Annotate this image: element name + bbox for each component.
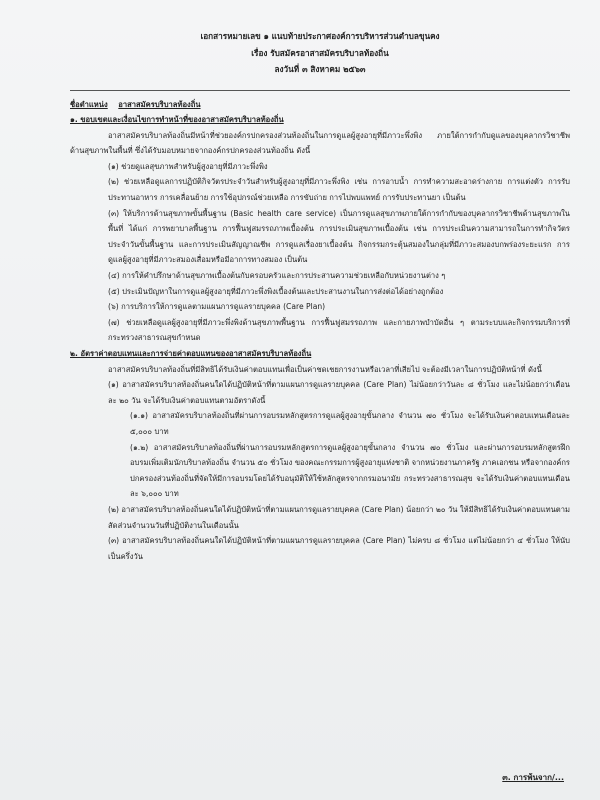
section-1-item: (๖) การบริการให้การดูแลตามแผนการดูแลรายบุคคล (Care Plan) <box>108 302 326 312</box>
continued-footer: ๓. การพ้นจาก/... <box>502 773 564 783</box>
section-2-heading: ๒. อัตราค่าตอบแทนและการจ่ายค่าตอบแทนของอาสาสมัครบริบาลท้องถิ่น <box>70 349 312 358</box>
position-title <box>70 97 570 113</box>
header-line-2: เรื่อง รับสมัครอาสาสมัครบริบาลท้องถิ่น <box>251 47 389 58</box>
header-line-3: ลงวันที่ ๓ สิงหาคม ๒๕๖๓ <box>274 64 366 74</box>
section-1-item: (๗) ช่วยเหลือดูแลผู้สูงอายุที่มีภาวะพึ่งพิงด้านสุขภาพพื้นฐาน การฟื้นฟูสมรรถภาพ และกายภาพบำบัดอื่น ๆ ตามระบบและกิจกรรมบริการที่กระทรวงสาธารณสุขกำหนด <box>108 317 570 343</box>
section-1-heading: ๑. ขอบเขตและเงื่อนไขการทำหน้าที่ของอาสาสมัครบริบาลท้องถิ่น <box>70 115 284 125</box>
section-1-item: (๑) ช่วยดูแลสุขภาพสำหรับผู้สูงอายุที่มีภาวะพึ่งพิง <box>108 161 268 171</box>
position-label: ชื่อตำแหน่ง <box>70 99 108 109</box>
position-value: อาสาสมัครบริบาลท้องถิ่น <box>118 99 201 109</box>
section-1-item: (๔) การให้คำปรึกษาด้านสุขภาพเบื้องต้นกับครอบครัวและการประสานความช่วยเหลือกับหน่วยงานต่าง ๆ <box>108 271 446 281</box>
section-2-para-1: (๑) อาสาสมัครบริบาลท้องถิ่นคนใดได้ปฏิบัติหน้าที่ตามแผนการดูแลรายบุคคล (Care Plan) ไม่น้อยกว่าวันละ ๘ ชั่วโมง และไม่น้อยกว่าเดือนละ ๒๐ วัน จะได้รับเงินค่าตอบแทนตามอัตราดังนี้ <box>108 380 570 405</box>
section-1-intro: อาสาสมัครบริบาลท้องถิ่นมีหน้าที่ช่วยองค์กรปกครองส่วนท้องถิ่นในการดูแลผู้สูงอายุที่มีภาวะพึ่งพิง ภายใต้การกำกับดูแลของบุคลากรวิชาชีพด้านสุขภาพในพื้นที่ ซึ่งได้รับมอบหมายจากองค์กรปกครองส่วนท้องถิ่น ดังนี้ <box>70 130 570 156</box>
document-header <box>70 28 570 78</box>
header-line-1: เอกสารหมายเลข ๑ แนบท้ายประกาศองค์การบริหารส่วนตำบลขุนคง <box>200 31 440 41</box>
section-2-para-2: (๒) อาสาสมัครบริบาลท้องถิ่นคนใดได้ปฏิบัติหน้าที่ตามแผนการดูแลรายบุคคล (Care Plan) น้อยกว่า ๒๐ วัน ให้มีสิทธิได้รับเงินค่าตอบแทนตามสัดส่วนจำนวนวันที่ปฏิบัติงานในเดือนนั้น <box>108 504 570 530</box>
section-1-item: (๒) ช่วยเหลือดูแลการปฏิบัติกิจวัตรประจำวันสำหรับผู้สูงอายุที่มีภาวะพึ่งพิง เช่น การอาบน้ำ การทำความสะอาดร่างกาย การแต่งตัว การรับประทานอาหาร การเคลื่อนย้าย การใช้อุปกรณ์ช่วยเหลือ การขับถ่าย การไปพบแพทย์ การรับประทานยา เป็นต้น <box>108 177 570 203</box>
section-2-para-1-1: (๑.๑) อาสาสมัครบริบาลท้องถิ่นที่ผ่านการอบรมหลักสูตรการดูแลผู้สูงอายุขั้นกลาง จำนวน ๗๐ ชั่วโมง จะได้รับเงินค่าตอบแทนเดือนละ ๕,๐๐๐ บาท <box>130 411 570 436</box>
section-2-intro: อาสาสมัครบริบาลท้องถิ่นที่มีสิทธิได้รับเงินค่าตอบแทนเพื่อเป็นค่าชดเชยการงานหรือเวลาที่เสียไป จะต้องมีเวลาในการปฏิบัติหน้าที่ ดังนี้ <box>108 364 542 374</box>
divider <box>70 90 570 91</box>
section-2-para-1-2: (๑.๒) อาสาสมัครบริบาลท้องถิ่นที่ผ่านการอบรมหลักสูตรการดูแลผู้สูงอายุขั้นกลาง จำนวน ๗๐ ชั่วโมง และผ่านการอบรมหลักสูตรฝึกอบรมเพิ่มเติมนักบริบาลท้องถิ่น จำนวน ๕๐ ชั่วโมง ของคณะกรรมการผู้สูงอายุแห่งชาติ จากหน่วยงานภาครัฐ ภาคเอกชน หรือจากองค์กรปกครองส่วนท้องถิ่นที่จัดให้มีการอบรมโดยได้รับอนุมัติให้ใช้หลักสูตรจากกรมอนามัย กระทรวงสาธารณสุข จะได้รับเงินค่าตอบแทนเดือนละ ๖,๐๐๐ บาท <box>130 442 570 499</box>
section-1-item: (๓) ให้บริการด้านสุขภาพขั้นพื้นฐาน (Basic health care service) เป็นการดูแลสุขภาพภายใต้การกำกับของบุคลากรวิชาชีพด้านสุขภาพในพื้นที่ ได้แก่ การพยาบาลพื้นฐาน การฟื้นฟูสมรรถภาพเบื้องต้น การประเมินสุขภาพเบื้องต้น เช่น การประเมินความสามารถในการทำกิจวัตรประจำวันขั้นพื้นฐาน และการประเมินสัญญาณชีพ การดูแลเรื่องยาเบื้องต้น กิจกรรมกระตุ้นสมองในกลุ่มที่มีภาวะสมองบกพร่องระยะแรก การดูแลผู้สูงอายุที่มีภาวะสมองเสื่อมหรือมีอาการทางสมอง เป็นต้น <box>108 208 570 265</box>
section-2-para-3: (๓) อาสาสมัครบริบาลท้องถิ่นคนใดได้ปฏิบัติหน้าที่ตามแผนการดูแลรายบุคคล (Care Plan) ไม่ครบ ๘ ชั่วโมง แต่ไม่น้อยกว่า ๔ ชั่วโมง ให้นับเป็นครึ่งวัน <box>108 536 570 561</box>
section-1-item: (๕) ประเมินปัญหาในการดูแลผู้สูงอายุที่มีภาวะพึ่งพิงเบื้องต้นและประสานงานในการส่งต่อได้อย่างถูกต้อง <box>108 286 444 296</box>
